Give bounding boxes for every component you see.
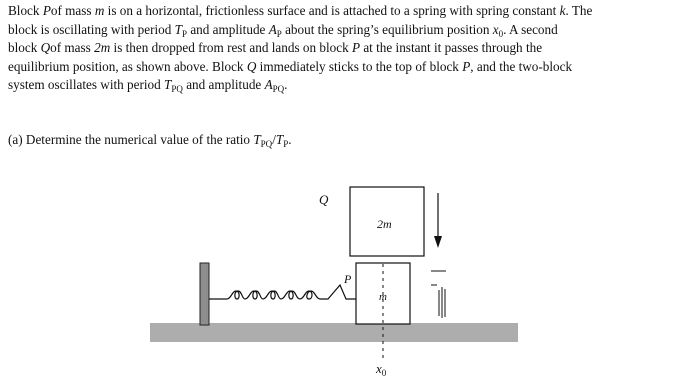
text-run: and amplitude (187, 21, 269, 37)
subscript: P (182, 28, 188, 39)
italic-symbol: A (264, 77, 273, 93)
italic-symbol: P (351, 40, 361, 56)
spring-coil (209, 285, 356, 299)
text-run: block is oscillating with period (8, 21, 175, 37)
italic-symbol: k (559, 3, 566, 18)
text-run: immediately sticks to the top of block (256, 58, 463, 74)
equilibrium-label: $x_0$ (376, 361, 387, 378)
text-run: Block (8, 3, 43, 18)
wall (200, 263, 209, 325)
text-run: about the spring’s equilibrium position (281, 21, 493, 37)
text-run: is then dropped from rest and lands on block (110, 40, 352, 56)
text-run: . (288, 132, 292, 147)
text-run: (a) Determine the numerical value of the ratio (8, 132, 254, 147)
text-run: . The (565, 3, 593, 18)
text-run: / (272, 132, 276, 147)
label-q: Q (319, 192, 329, 207)
italic-symbol: x (492, 21, 499, 37)
text-run: and amplitude (182, 77, 265, 93)
text-run: equilibrium position, as shown above. Block (8, 58, 247, 74)
italic-symbol: T (174, 21, 182, 37)
text-run: is on a horizontal, frictionless surface and is attached to a spring with spring constant (104, 3, 560, 18)
fall-arrow-head (434, 236, 442, 248)
italic-symbol: m (94, 3, 105, 18)
text-run: block (8, 40, 41, 56)
italic-symbol: P (462, 58, 471, 74)
text-run: . (284, 77, 288, 93)
subscript: PQ (260, 139, 273, 149)
text-run: of mass (50, 40, 95, 56)
text-run: at the instant it passes through the (360, 40, 543, 56)
italic-symbol: A (268, 21, 277, 37)
italic-symbol: 2m (94, 40, 111, 56)
subscript: PQ (272, 84, 285, 95)
text-run: of mass (50, 3, 95, 18)
subscript: PQ (171, 84, 183, 95)
mass-label-2m: 2m (377, 217, 392, 231)
subscript: P (283, 139, 289, 149)
mass-label-m: m (379, 291, 387, 303)
italic-symbol: Q (40, 40, 51, 56)
floor-surface (150, 323, 518, 342)
subscript: 0 (498, 28, 504, 39)
italic-symbol: Q (246, 58, 257, 74)
label-p: P (344, 272, 352, 286)
italic-symbol: T (275, 132, 284, 147)
text-run: system oscillates with period (8, 77, 165, 93)
italic-symbol: T (253, 132, 261, 147)
subscript: P (276, 28, 282, 39)
text-run: , and the two-block (470, 58, 573, 74)
italic-symbol: P (42, 3, 51, 18)
text-run: . A second (503, 21, 558, 37)
italic-symbol: T (164, 77, 172, 93)
